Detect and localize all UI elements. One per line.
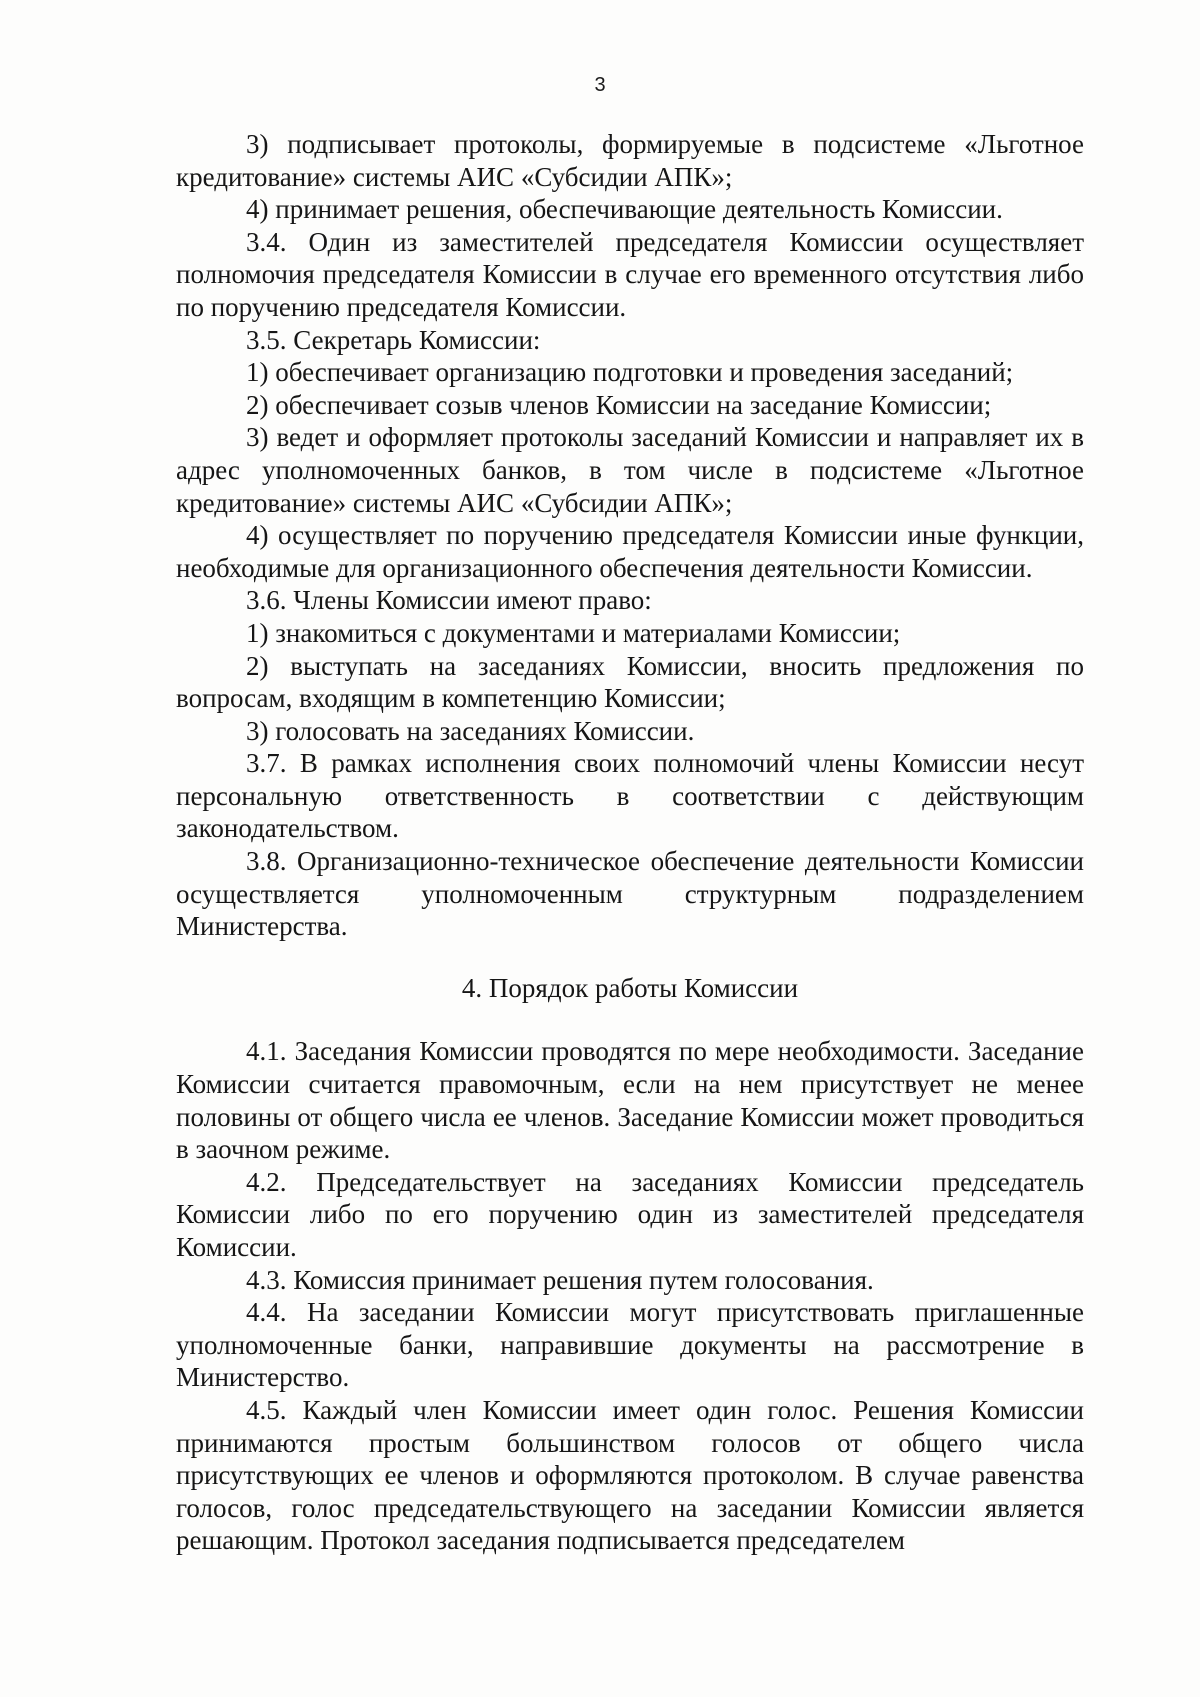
paragraph: 3.6. Члены Комиссии имеют право:: [246, 585, 652, 616]
paragraph: 4.2. Председательствует на заседаниях Комиссии председатель Комиссии либо по его поручению один из заместителей председателя Комиссии.: [176, 1166, 1084, 1262]
paragraph: 4.5. Каждый член Комиссии имеет один голос. Решения Комиссии принимаются простым большинством голосов от общего числа присутствующих ее членов и оформляются протоколом. В случае равенства голосов, голос председательствующего на заседании Комиссии является решающим. Протокол заседания подписывается председателем: [176, 1394, 1084, 1556]
section-heading: 4. Порядок работы Комиссии: [461, 972, 799, 1003]
document-body: [176, 128, 1084, 1557]
paragraph: 1) обеспечивает организацию подготовки и проведения заседаний;: [246, 357, 1014, 388]
paragraph: 3.4. Один из заместителей председателя Комиссии осуществляет полномочия председателя Комиссии в случае его временного отсутствия либо по поручению председателя Комиссии.: [176, 226, 1084, 322]
paragraph: 4) осуществляет по поручению председателя Комиссии иные функции, необходимые для организационного обеспечения деятельности Комиссии.: [176, 520, 1084, 583]
paragraph: 2) выступать на заседаниях Комиссии, вносить предложения по вопросам, входящим в компетенцию Комиссии;: [176, 650, 1084, 714]
paragraph: 1) знакомиться с документами и материалами Комиссии;: [246, 617, 901, 648]
paragraph: 2) обеспечивает созыв членов Комиссии на заседание Комиссии;: [246, 389, 992, 420]
paragraph: 4.4. На заседании Комиссии могут присутствовать приглашенные уполномоченные банки, направившие документы на рассмотрение в Министерство.: [176, 1297, 1084, 1393]
page-number: 3: [594, 74, 606, 96]
paragraph: 3.5. Секретарь Комиссии:: [246, 324, 541, 355]
paragraph: 3) голосовать на заседаниях Комиссии.: [246, 715, 695, 746]
paragraph: 3) подписывает протоколы, формируемые в подсистеме «Льготное кредитование» системы АИС «Субсидии АПК»;: [176, 129, 1084, 192]
paragraph: 4) принимает решения, обеспечивающие деятельность Комиссии.: [246, 194, 1003, 225]
paragraph: 4.3. Комиссия принимает решения путем голосования.: [246, 1264, 874, 1295]
paragraph: 4.1. Заседания Комиссии проводятся по мере необходимости. Заседание Комиссии считается правомочным, если на нем присутствует не менее половины от общего числа ее членов. Заседание Комиссии может проводиться в заочном режиме.: [176, 1036, 1084, 1165]
paragraph: 3.7. В рамках исполнения своих полномочий члены Комиссии несут персональную ответственность в соответствии с действующим законодательством.: [176, 748, 1084, 844]
paragraph: 3.8. Организационно-техническое обеспечение деятельности Комиссии осуществляется уполномоченным структурным подразделением Министерства.: [176, 846, 1084, 942]
paragraph: 3) ведет и оформляет протоколы заседаний Комиссии и направляет их в адрес уполномоченных банков, в том числе в подсистеме «Льготное кредитование» системы АИС «Субсидии АПК»;: [176, 422, 1084, 518]
